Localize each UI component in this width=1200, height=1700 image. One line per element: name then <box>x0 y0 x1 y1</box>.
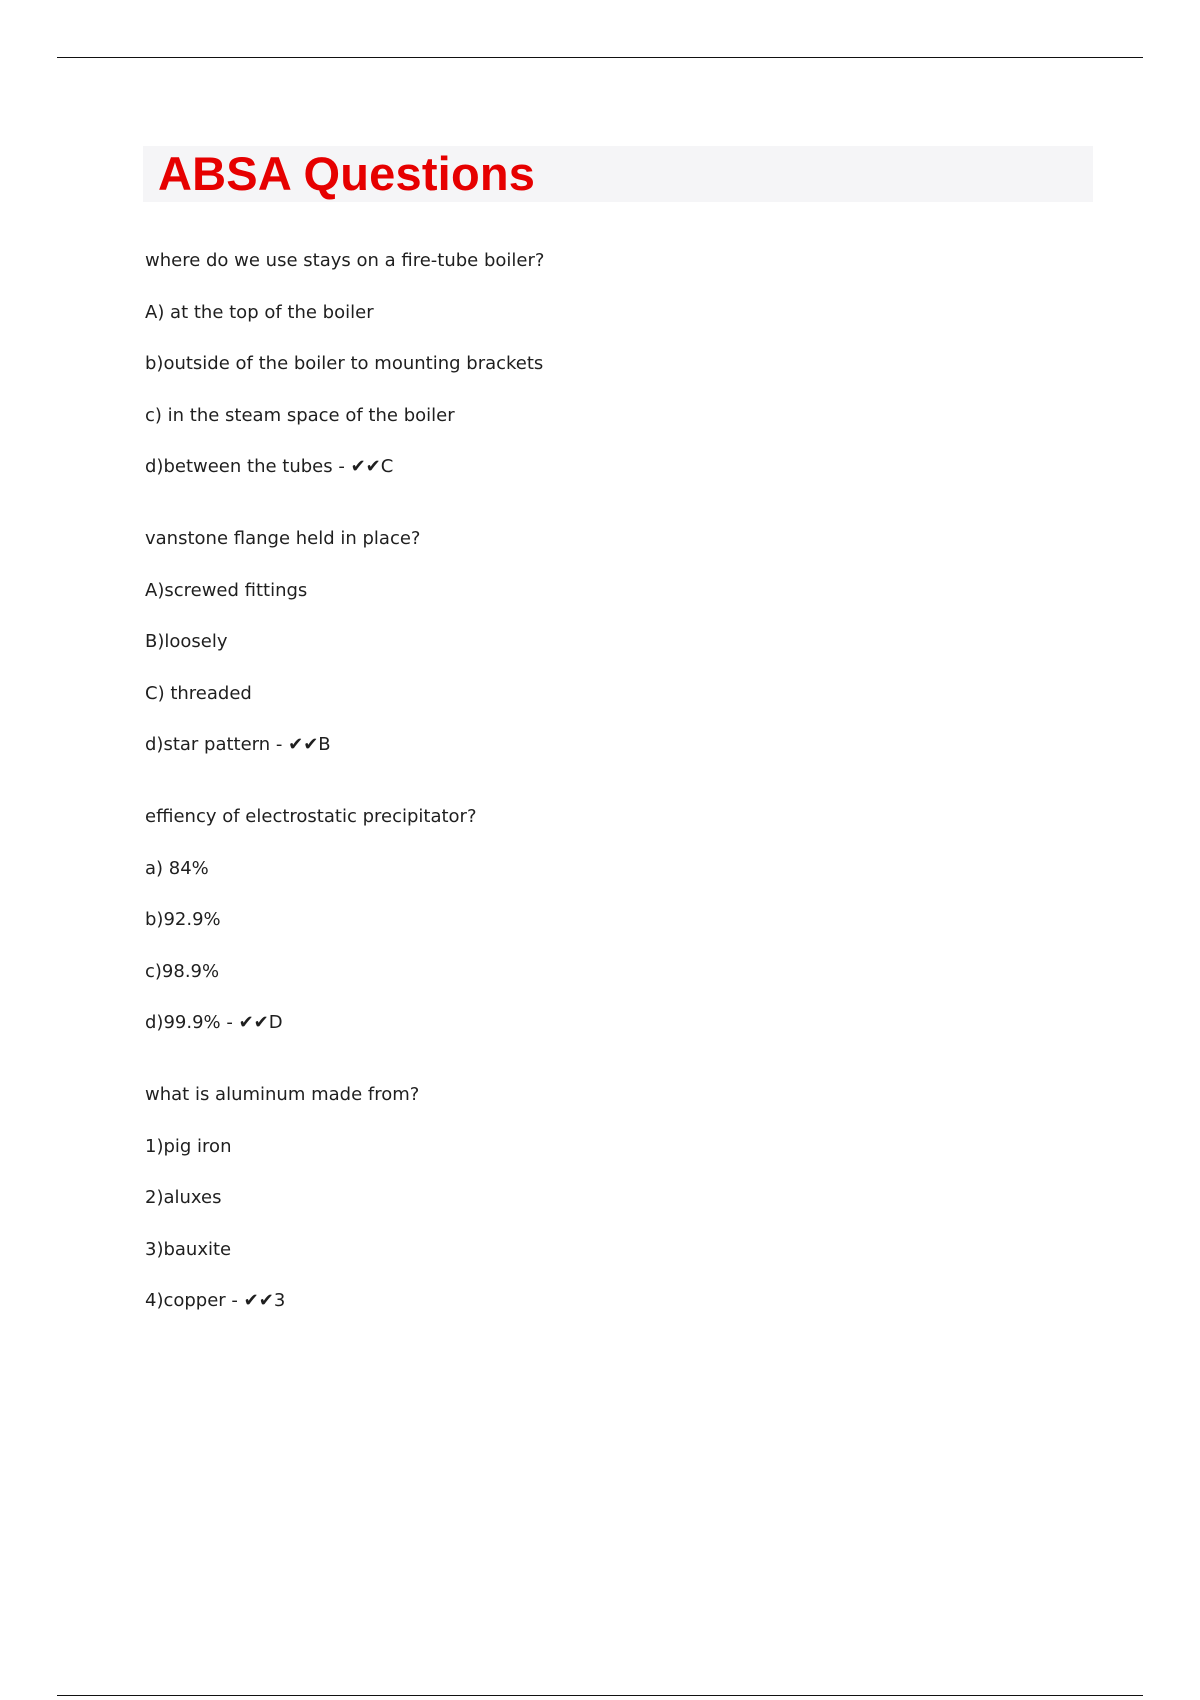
option-with-answer <box>145 1012 1045 1033</box>
question-list <box>145 250 1045 1362</box>
option-text: B)loosely <box>145 631 228 652</box>
option-with-answer <box>145 734 1045 755</box>
header-rule <box>57 57 1143 58</box>
option-text: c) in the steam space of the boiler <box>145 404 455 426</box>
option-text: C) threaded <box>145 682 252 704</box>
answer-key: ✔✔C <box>350 456 394 477</box>
option-text: 1)pig iron <box>145 1135 232 1157</box>
option-text: d)star pattern - <box>145 734 289 755</box>
option-with-answer <box>145 1290 1045 1311</box>
question-block <box>145 528 1045 755</box>
question-text: what is aluminum made from? <box>145 1084 420 1105</box>
option-text: 2)aluxes <box>145 1187 222 1208</box>
option-text: b)92.9% <box>145 909 221 930</box>
option-text: d)between the tubes - <box>145 456 351 477</box>
answer-key: ✔✔D <box>238 1012 283 1033</box>
option-text: d)99.9% - <box>145 1012 239 1033</box>
document-title: ABSA Questions <box>158 147 536 200</box>
question-text: effiency of electrostatic precipitator? <box>145 806 477 827</box>
option-text: A)screwed fittings <box>145 579 308 601</box>
footer-rule <box>57 1695 1143 1696</box>
question-block <box>145 806 1045 1033</box>
title-band <box>143 146 1093 202</box>
option-text: 4)copper - <box>145 1290 244 1311</box>
option-text: c)98.9% <box>145 960 220 982</box>
question-block <box>145 250 1045 477</box>
question-block <box>145 1084 1045 1311</box>
answer-key: ✔✔B <box>288 734 331 755</box>
answer-key: ✔✔3 <box>243 1290 286 1311</box>
option-with-answer <box>145 456 1045 477</box>
option-text: a) 84% <box>145 857 209 879</box>
option-text: 3)bauxite <box>145 1238 232 1260</box>
question-text: where do we use stays on a fire-tube boiler? <box>145 250 545 271</box>
question-text: vanstone flange held in place? <box>145 528 421 549</box>
option-text: b)outside of the boiler to mounting brackets <box>145 353 544 374</box>
option-text: A) at the top of the boiler <box>145 301 374 323</box>
